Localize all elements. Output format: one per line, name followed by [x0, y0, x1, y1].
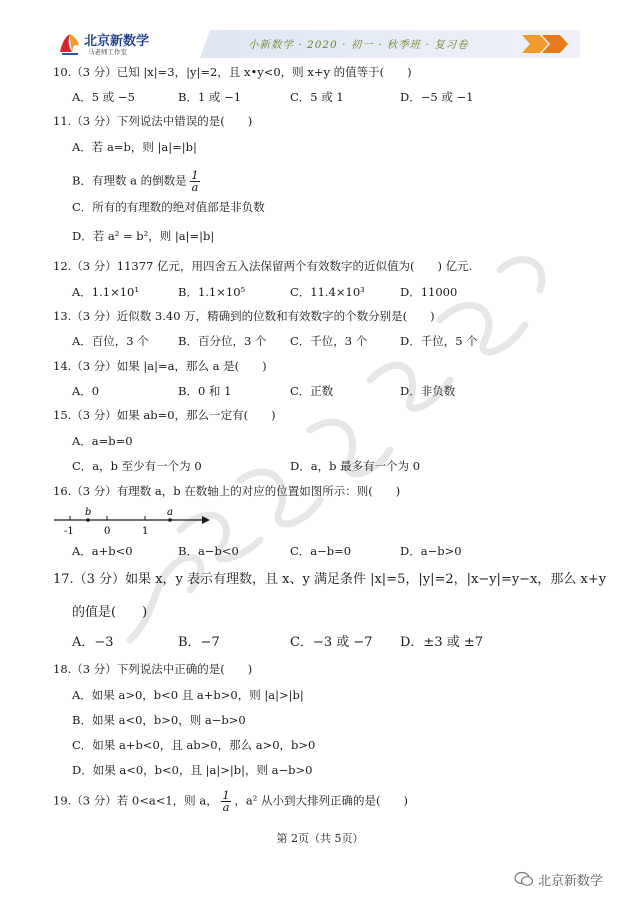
logo	[56, 28, 166, 60]
question-16-option-d: D．a−b>0	[400, 544, 462, 558]
question-11-option-d: D．若 a² = b²，则 |a|=|b|	[72, 229, 215, 243]
question-13-option-a: A．百位，3 个	[72, 334, 149, 348]
question-10-option-c: C．5 或 1	[290, 90, 344, 104]
tick-1-label: 1	[142, 526, 149, 537]
question-19-stem-post: ，a² 从小到大排列正确的是( )	[234, 793, 408, 808]
logo-subtitle: 马老师工作室	[88, 48, 127, 56]
fraction-one-over-a: $\frac{1}{a}$	[191, 168, 199, 194]
question-17-option-d: D．±3 或 ±7	[400, 635, 484, 650]
question-17-option-b: B．−7	[178, 635, 220, 650]
question-11-option-b-wrap	[72, 170, 200, 193]
header-banner	[200, 30, 580, 58]
question-13-stem: 13.（3 分）近似数 3.40 万，精确到的位数和有效数字的个数分别是( )	[53, 309, 435, 323]
question-11-option-b: B．有理数 a 的倒数是	[72, 173, 187, 188]
question-15-option-c: C．a，b 至少有一个为 0	[72, 459, 202, 473]
question-12-option-d: D．11000	[400, 285, 458, 299]
question-15-stem: 15.（3 分）如果 ab=0，那么一定有( )	[53, 408, 276, 422]
question-11-option-c: C．所有的有理数的绝对值部是非负数	[72, 200, 265, 214]
question-16-option-c: C．a−b=0	[290, 544, 352, 558]
page-header	[0, 0, 640, 62]
logo-title: 北京新数学	[84, 34, 150, 49]
question-11-stem: 11.（3 分）下列说法中错误的是( )	[53, 114, 253, 128]
question-10-option-a: A．5 或 −5	[72, 90, 135, 104]
question-16-option-b: B．a−b<0	[178, 544, 239, 558]
question-18-option-a: A．如果 a>0，b<0 且 a+b>0，则 |a|>|b|	[72, 688, 304, 702]
question-10-stem: 10.（3 分）已知 |x|=3，|y|=2，且 x•y<0，则 x+y 的值等于( )	[53, 65, 412, 79]
question-11-option-a: A．若 a=b，则 |a|=|b|	[72, 140, 197, 154]
question-14-stem: 14.（3 分）如果 |a|=a，那么 a 是( )	[53, 359, 267, 373]
question-13-option-b: B．百分位，3 个	[178, 334, 267, 348]
question-13-option-d: D．千位，5 个	[400, 334, 478, 348]
question-14-option-a: A．0	[72, 384, 100, 398]
question-12-option-c: C．11.4×10³	[290, 285, 365, 299]
question-12-option-a: A．1.1×10¹	[72, 285, 139, 299]
question-17-option-c: C．−3 或 −7	[290, 635, 373, 650]
question-15-option-d: D．a，b 最多有一个为 0	[290, 459, 421, 473]
question-19-stem-pre: 19.（3 分）若 0<a<1，则 a，	[53, 793, 218, 808]
question-12-option-b: B．1.1×10⁵	[178, 285, 246, 299]
question-17-stem-line2: 的值是( )	[72, 605, 148, 620]
question-16-option-a: A．a+b<0	[72, 544, 133, 558]
question-10-option-b: B．1 或 −1	[178, 90, 242, 104]
question-16-stem: 16.（3 分）有理数 a，b 在数轴上的对应的位置如图所示：则( )	[53, 484, 401, 498]
question-19-stem	[53, 790, 408, 813]
tick-neg1-label: -1	[64, 526, 74, 537]
question-18-option-d: D．如果 a<0，b<0，且 |a|>|b|，则 a−b>0	[72, 763, 313, 777]
brand-watermark: 北京新数学	[538, 874, 604, 889]
question-14-option-b: B．0 和 1	[178, 384, 232, 398]
question-10-option-d: D．−5 或 −1	[400, 90, 474, 104]
question-14-option-d: D．非负数	[400, 384, 456, 398]
question-15-option-a: A．a=b=0	[72, 434, 133, 448]
question-12-stem: 12.（3 分）11377 亿元，用四舍五入法保留两个有效数字的近似值为( ) 亿元.	[53, 259, 473, 273]
question-18-option-b: B．如果 a<0，b>0，则 a−b>0	[72, 713, 246, 727]
fraction-one-over-a: $\frac{1}{a}$	[222, 788, 230, 814]
banner-title: 小新数学 · 2020 · 初一 · 秋季班 · 复习卷	[248, 39, 469, 51]
question-17-option-a: A．−3	[72, 635, 114, 650]
question-17-stem-line1: 17.（3 分）如果 x，y 表示有理数，且 x、y 满足条件 |x|=5，|y|=2，|x−y|=y−x，那么 x+y	[53, 572, 607, 587]
point-a-label: a	[167, 507, 173, 518]
question-18-stem: 18.（3 分）下列说法中正确的是( )	[53, 662, 253, 676]
wechat-icon	[514, 871, 534, 887]
chevron-right-icon	[522, 33, 574, 55]
point-b-label: b	[85, 507, 92, 518]
number-line-figure	[52, 506, 212, 540]
question-14-option-c: C．正数	[290, 384, 334, 398]
tick-0-label: 0	[104, 526, 111, 537]
page-number: 第 2页（共 5页）	[276, 832, 364, 845]
question-13-option-c: C．千位，3 个	[290, 334, 368, 348]
logo-icon	[56, 30, 82, 56]
question-18-option-c: C．如果 a+b<0，且 ab>0，那么 a>0，b>0	[72, 738, 316, 752]
